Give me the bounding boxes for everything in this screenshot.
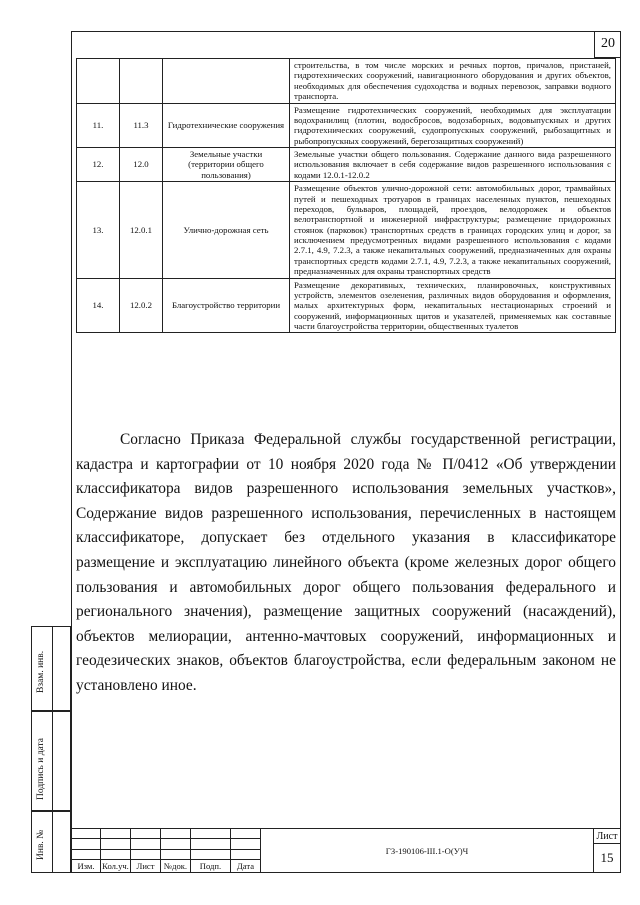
row-description: Земельные участки общего пользования. Содержание данного вида разрешенного использования включает в себя содержание видов разрешенного использования с кодами 12.0.1-12.0.2 [290,148,616,182]
row-name: Гидротехнические сооружения [163,103,290,148]
row-code [120,59,163,104]
row-code: 12.0.2 [120,278,163,333]
title-block [71,828,621,873]
table-row [77,103,616,148]
body-paragraph: Согласно Приказа Федеральной службы государственной регистрации, кадастра и картографии от 10 ноября 2020 года № П/0412 «Об утверждении классификатора видов разрешенного использования земельных участков», Содержание видов разрешенного использования, перечисленных в настоящем классификаторе, допускает без отдельного указания в классификаторе размещение и эксплуатацию линейного объекта (кроме железных дорог общего пользования и автомобильных дорог общего пользования федерального и регионального значения), размещение защитных сооружений (насаждений), объектов мелиорации, антенно-мачтовых сооружений, информационных и геодезических знаков, объектов благоустройства, если федеральным законом не установлено иное. [76,431,616,694]
row-name: Земельные участки (территории общего пользования) [163,148,290,182]
classifier-table [76,58,616,333]
row-description: строительства, в том числе морских и речных портов, причалов, пристаней, гидротехнических сооружений, навигационного оборудования и других объектов, необходимых для обеспечения судоходства и водных перевозок, заправки водного транспорта. [290,59,616,104]
sheet-label: Лист [593,828,621,844]
row-description: Размещение объектов улично-дорожной сети: автомобильных дорог, трамвайных путей и пешеходных тротуаров в границах населенных пунктов, пешеходных переходов, бульваров, площадей, проездов, велодорожек и объектов велотранспортной и инженерной инфраструктуры; размещение придорожных стоянок (парковок) транспортных средств в границах городских улиц и дорог, за исключением предусмотренных видами разрешенного использования с кодами 2.7.1, 4.9, 7.2.3, а также некапитальных сооружений, предназначенных для охраны транспортных средств кодами 2.7.1, 4.9, 7.2.3, а также некапитальных сооружений, предназначенных для охраны транспортных средств [290,182,616,278]
table-row [77,59,616,104]
row-code: 12.0.1 [120,182,163,278]
stamp-label-ndok: №док. [160,859,191,873]
row-number: 13. [77,182,120,278]
row-code: 12.0 [120,148,163,182]
side-label-podpis: Подпись и дата [36,737,46,800]
table-row [77,148,616,182]
row-number: 14. [77,278,120,333]
row-description: Размещение гидротехнических сооружений, необходимых для эксплуатации водохранилищ (плотин, водосбросов, водозаборных, водовыпускных и других гидротехнических сооружений, судопропускных сооружений, рыбозащитных и рыбопропускных сооружений, берегозащитных сооружений) [290,103,616,148]
side-block-vzam [31,626,71,711]
side-block-inv [31,811,71,873]
stamp-label-podp: Подп. [190,859,231,873]
stamp-label-list: Лист [130,859,161,873]
stamp-label-data: Дата [230,859,261,873]
document-code: ГЗ-190106-III.1-О(У)Ч [260,828,594,873]
row-number: 12. [77,148,120,182]
row-name: Благоустройство территории [163,278,290,333]
row-name: Улично-дорожная сеть [163,182,290,278]
side-label-vzam: Взам. инв. [36,650,46,693]
row-name [163,59,290,104]
table-row [77,278,616,333]
page-number: 20 [594,31,621,58]
row-number [77,59,120,104]
row-description: Размещение декоративных, технических, планировочных, конструктивных устройств, элементов озеленения, различных видов оборудования и оформления, малых архитектурных форм, некапитальных нестационарных строений и сооружений, информационных щитов и указателей, применяемых как составные части благоустройства территории, общественных туалетов [290,278,616,333]
row-code: 11.3 [120,103,163,148]
stamp-label-izm: Изм. [71,859,101,873]
row-number: 11. [77,103,120,148]
table-row [77,182,616,278]
sheet-number: 15 [593,843,621,873]
side-block-podpis [31,711,71,811]
side-label-inv: Инв. № [36,829,46,860]
stamp-label-kol: Кол.уч. [100,859,131,873]
